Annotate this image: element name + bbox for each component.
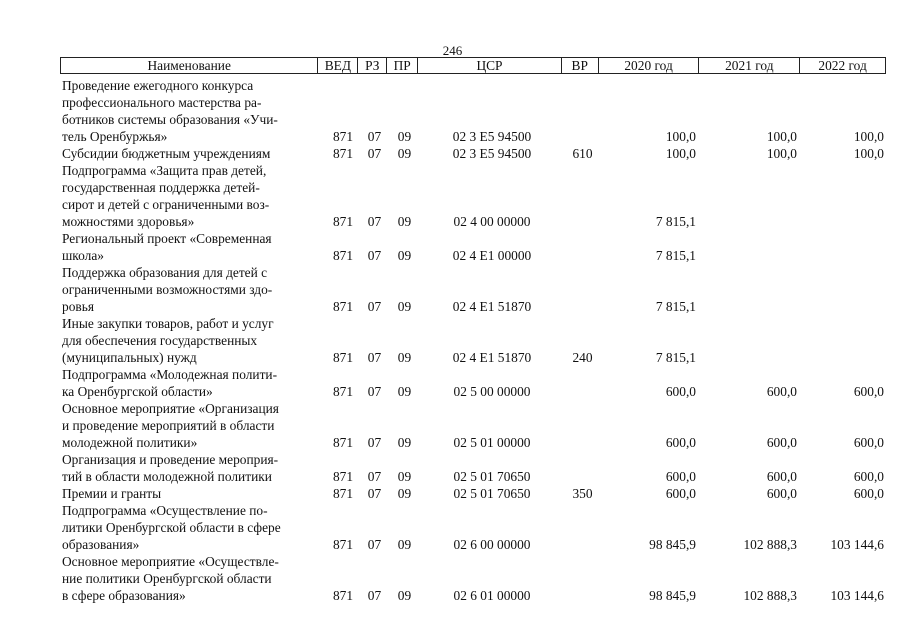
row-name xyxy=(62,145,320,162)
row-ved: 871 xyxy=(332,129,354,144)
row-2020: 7 815,1 xyxy=(655,350,696,365)
row-name xyxy=(62,264,320,315)
row-ved: 871 xyxy=(332,435,354,450)
row-name-line: государственная поддержка детей- xyxy=(62,180,260,195)
row-name xyxy=(62,366,320,400)
row-pr: 09 xyxy=(397,350,412,365)
row-name-line: в сфере образования» xyxy=(62,588,186,603)
row-2022: 600,0 xyxy=(853,384,884,399)
row-name-line: молодежной политики» xyxy=(62,435,198,450)
row-name-line: Основное мероприятие «Осуществле- xyxy=(62,554,279,569)
row-ved: 871 xyxy=(332,469,354,484)
row-2021: 600,0 xyxy=(766,435,797,450)
table-row xyxy=(62,230,886,264)
row-rz: 07 xyxy=(367,299,382,314)
row-vr: 350 xyxy=(572,486,593,501)
row-name xyxy=(62,451,320,485)
row-name-line: профессионального мастерства ра- xyxy=(62,95,262,110)
row-2020: 600,0 xyxy=(665,486,696,501)
row-csr: 02 3 E5 94500 xyxy=(452,129,532,144)
table-row xyxy=(62,264,886,315)
row-pr: 09 xyxy=(397,146,412,161)
row-name-line: Премии и гранты xyxy=(62,486,162,501)
row-name-line: тий в области молодежной политики xyxy=(62,469,272,484)
header-vr: ВР xyxy=(562,58,599,73)
row-name-line: Подпрограмма «Защита прав детей, xyxy=(62,163,267,178)
row-name-line: Субсидии бюджетным учреждениям xyxy=(62,146,271,161)
row-name-line: для обеспечения государственных xyxy=(62,333,258,348)
row-rz: 07 xyxy=(367,146,382,161)
row-name-line: ние политики Оренбургской области xyxy=(62,571,272,586)
row-csr: 02 6 01 00000 xyxy=(453,588,531,603)
table-row xyxy=(62,315,886,366)
row-2021: 100,0 xyxy=(766,146,797,161)
row-2022: 600,0 xyxy=(853,435,884,450)
table-row xyxy=(62,485,886,502)
row-name-line: можностями здоровья» xyxy=(62,214,195,229)
row-2022: 600,0 xyxy=(853,486,884,501)
row-csr: 02 4 E1 51870 xyxy=(452,350,532,365)
row-pr: 09 xyxy=(397,537,412,552)
row-csr: 02 4 E1 51870 xyxy=(452,299,532,314)
row-2021: 600,0 xyxy=(766,469,797,484)
row-rz: 07 xyxy=(367,469,382,484)
row-2020: 600,0 xyxy=(665,435,696,450)
header-rz: РЗ xyxy=(358,58,387,73)
row-rz: 07 xyxy=(367,486,382,501)
row-ved: 871 xyxy=(332,299,354,314)
row-2021: 600,0 xyxy=(766,486,797,501)
row-2021: 102 888,3 xyxy=(743,537,797,552)
row-name-line: ограниченными возможностями здо- xyxy=(62,282,273,297)
header-2020: 2020 год xyxy=(599,58,700,73)
table-header xyxy=(60,57,886,74)
row-2022: 103 144,6 xyxy=(830,588,884,603)
row-pr: 09 xyxy=(397,384,412,399)
row-name-line: Подпрограмма «Осуществление по- xyxy=(62,503,268,518)
row-name xyxy=(62,162,320,230)
table-row xyxy=(62,400,886,451)
row-ved: 871 xyxy=(332,214,354,229)
row-pr: 09 xyxy=(397,486,412,501)
row-rz: 07 xyxy=(367,129,382,144)
row-name xyxy=(62,315,320,366)
header-ved: ВЕД xyxy=(318,58,358,73)
row-name-line: Региональный проект «Современная xyxy=(62,231,272,246)
row-name-line: ровья xyxy=(62,299,94,314)
table-row xyxy=(62,77,886,145)
row-name xyxy=(62,485,320,502)
row-pr: 09 xyxy=(397,469,412,484)
row-csr: 02 5 01 70650 xyxy=(453,469,531,484)
header-2021: 2021 год xyxy=(699,58,800,73)
row-ved: 871 xyxy=(332,146,354,161)
row-name-line: школа» xyxy=(62,248,104,263)
header-pr: ПР xyxy=(387,58,418,73)
row-2021: 100,0 xyxy=(766,129,797,144)
table-row xyxy=(62,451,886,485)
row-name-line: и проведение мероприятий в области xyxy=(62,418,275,433)
table-row xyxy=(62,366,886,400)
row-rz: 07 xyxy=(367,537,382,552)
row-ved: 871 xyxy=(332,486,354,501)
row-2021: 102 888,3 xyxy=(743,588,797,603)
row-vr: 610 xyxy=(572,146,593,161)
row-csr: 02 4 00 00000 xyxy=(453,214,531,229)
row-name-line: ботников системы образования «Учи- xyxy=(62,112,278,127)
row-name-line: тель Оренбуржья» xyxy=(62,129,168,144)
page-number: 246 xyxy=(442,43,463,58)
row-2020: 98 845,9 xyxy=(649,588,696,603)
table-row xyxy=(62,553,886,604)
row-ved: 871 xyxy=(332,384,354,399)
row-ved: 871 xyxy=(332,248,354,263)
row-rz: 07 xyxy=(367,435,382,450)
row-pr: 09 xyxy=(397,299,412,314)
row-vr: 240 xyxy=(572,350,593,365)
row-2020: 100,0 xyxy=(665,129,696,144)
row-2022: 600,0 xyxy=(853,469,884,484)
row-pr: 09 xyxy=(397,129,412,144)
row-csr: 02 5 00 00000 xyxy=(453,384,531,399)
row-name-line: ка Оренбургской области» xyxy=(62,384,213,399)
row-2022: 100,0 xyxy=(853,129,884,144)
row-name xyxy=(62,230,320,264)
row-name-line: литики Оренбургской области в сфере xyxy=(62,520,281,535)
row-csr: 02 6 00 00000 xyxy=(453,537,531,552)
row-2021: 600,0 xyxy=(766,384,797,399)
row-rz: 07 xyxy=(367,588,382,603)
table-row xyxy=(62,502,886,553)
row-name-line: Поддержка образования для детей с xyxy=(62,265,268,280)
row-csr: 02 5 01 00000 xyxy=(453,435,531,450)
row-csr: 02 5 01 70650 xyxy=(453,486,531,501)
table-body xyxy=(62,77,886,604)
row-2020: 600,0 xyxy=(665,469,696,484)
row-csr: 02 3 E5 94500 xyxy=(452,146,532,161)
header-csr: ЦСР xyxy=(418,58,562,73)
row-2020: 7 815,1 xyxy=(655,214,696,229)
row-name xyxy=(62,502,320,553)
row-rz: 07 xyxy=(367,248,382,263)
row-ved: 871 xyxy=(332,537,354,552)
row-name-line: Иные закупки товаров, работ и услуг xyxy=(62,316,274,331)
row-pr: 09 xyxy=(397,248,412,263)
table-row xyxy=(62,162,886,230)
row-2022: 103 144,6 xyxy=(830,537,884,552)
row-2020: 98 845,9 xyxy=(649,537,696,552)
row-name xyxy=(62,77,320,145)
table-row xyxy=(62,145,886,162)
row-rz: 07 xyxy=(367,384,382,399)
row-name-line: Организация и проведение мероприя- xyxy=(62,452,279,467)
row-ved: 871 xyxy=(332,350,354,365)
row-pr: 09 xyxy=(397,588,412,603)
row-name-line: Основное мероприятие «Организация xyxy=(62,401,279,416)
row-2020: 600,0 xyxy=(665,384,696,399)
row-name-line: сирот и детей с ограниченными воз- xyxy=(62,197,270,212)
row-pr: 09 xyxy=(397,214,412,229)
row-2022: 100,0 xyxy=(853,146,884,161)
row-ved: 871 xyxy=(332,588,354,603)
row-pr: 09 xyxy=(397,435,412,450)
row-name-line: образования» xyxy=(62,537,140,552)
row-2020: 7 815,1 xyxy=(655,248,696,263)
row-rz: 07 xyxy=(367,214,382,229)
header-2022: 2022 год xyxy=(818,58,867,73)
row-name xyxy=(62,400,320,451)
row-csr: 02 4 E1 00000 xyxy=(452,248,532,263)
header-name: Наименование xyxy=(61,58,318,73)
row-name-line: Подпрограмма «Молодежная полити- xyxy=(62,367,278,382)
row-2020: 100,0 xyxy=(665,146,696,161)
row-rz: 07 xyxy=(367,350,382,365)
row-name xyxy=(62,553,320,604)
row-2020: 7 815,1 xyxy=(655,299,696,314)
row-name-line: (муниципальных) нужд xyxy=(62,350,197,365)
row-name-line: Проведение ежегодного конкурса xyxy=(62,78,254,93)
